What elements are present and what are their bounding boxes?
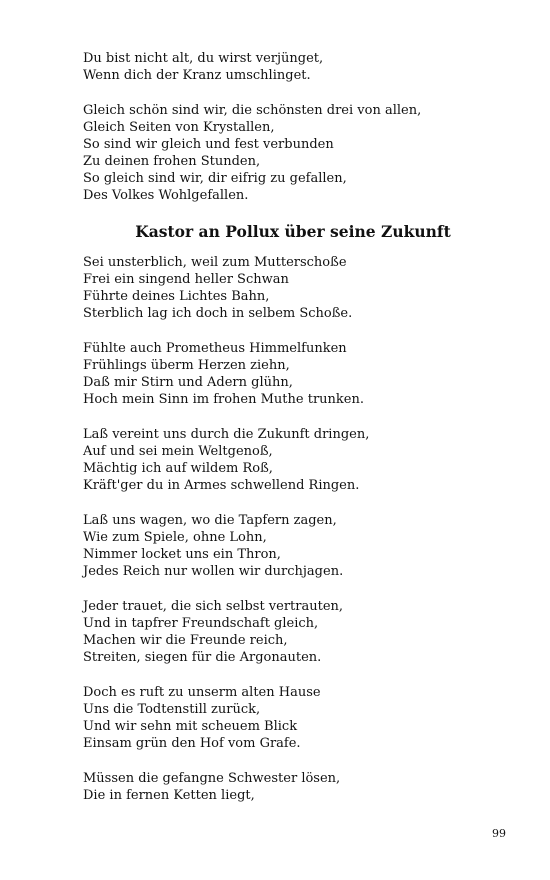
verse-line: Daß mir Stirn und Adern glühn, xyxy=(83,375,293,390)
stanza xyxy=(83,102,503,204)
page-content xyxy=(83,50,503,822)
verse-line: Zu deinen frohen Stunden, xyxy=(83,154,261,169)
verse-line: Jedes Reich nur wollen wir durchjagen. xyxy=(83,564,344,579)
verse-line: Doch es ruft zu unserm alten Hause xyxy=(83,685,321,700)
poem-title: Kastor an Pollux über seine Zukunft xyxy=(135,222,451,241)
verse-line: Mächtig ich auf wildem Roß, xyxy=(83,461,273,476)
verse-line: Streiten, siegen für die Argonauten. xyxy=(83,650,322,665)
verse-line: Sterblich lag ich doch in selbem Schoße. xyxy=(83,306,353,321)
verse-line: Des Volkes Wohlgefallen. xyxy=(83,188,249,203)
verse-line: Gleich Seiten von Krystallen, xyxy=(83,120,275,135)
verse-line: Laß vereint uns durch die Zukunft dringen, xyxy=(83,427,370,442)
stanza xyxy=(83,50,503,84)
page-number: 99 xyxy=(492,827,506,840)
verse-line: Führte deines Lichtes Bahn, xyxy=(83,289,270,304)
stanza xyxy=(83,598,503,666)
stanzas-before-title xyxy=(83,50,503,204)
verse-line: Du bist nicht alt, du wirst verjünget, xyxy=(83,51,324,66)
verse-line: Hoch mein Sinn im frohen Muthe trunken. xyxy=(83,392,364,407)
verse-line: Wie zum Spiele, ohne Lohn, xyxy=(83,530,267,545)
verse-line: Jeder trauet, die sich selbst vertrauten, xyxy=(83,599,344,614)
verse-line: Kräft'ger du in Armes schwellend Ringen. xyxy=(83,478,360,493)
verse-line: Die in fernen Ketten liegt, xyxy=(83,788,255,803)
verse-line: So gleich sind wir, dir eifrig zu gefallen, xyxy=(83,171,347,186)
stanzas-after-title xyxy=(83,254,503,804)
verse-line: Frühlings überm Herzen ziehn, xyxy=(83,358,290,373)
verse-line: Und in tapfrer Freundschaft gleich, xyxy=(83,616,319,631)
verse-line: So sind wir gleich und fest verbunden xyxy=(83,137,334,152)
stanza xyxy=(83,684,503,752)
verse-line: Einsam grün den Hof vom Grafe. xyxy=(83,736,301,751)
stanza xyxy=(83,254,503,322)
verse-line: Fühlte auch Prometheus Himmelfunken xyxy=(83,341,347,356)
verse-line: Und wir sehn mit scheuem Blick xyxy=(83,719,298,734)
verse-line: Laß uns wagen, wo die Tapfern zagen, xyxy=(83,513,337,528)
verse-line: Wenn dich der Kranz umschlinget. xyxy=(83,68,311,83)
stanza xyxy=(83,426,503,494)
verse-line: Uns die Todtenstill zurück, xyxy=(83,702,261,717)
stanza xyxy=(83,770,503,804)
stanza xyxy=(83,512,503,580)
verse-line: Sei unsterblich, weil zum Mutterschoße xyxy=(83,255,347,270)
verse-line: Machen wir die Freunde reich, xyxy=(83,633,288,648)
verse-line: Nimmer locket uns ein Thron, xyxy=(83,547,281,562)
stanza xyxy=(83,340,503,408)
verse-line: Gleich schön sind wir, die schönsten drei von allen, xyxy=(83,103,422,118)
verse-line: Auf und sei mein Weltgenoß, xyxy=(83,444,273,459)
verse-line: Frei ein singend heller Schwan xyxy=(83,272,289,287)
verse-line: Müssen die gefangne Schwester lösen, xyxy=(83,771,341,786)
